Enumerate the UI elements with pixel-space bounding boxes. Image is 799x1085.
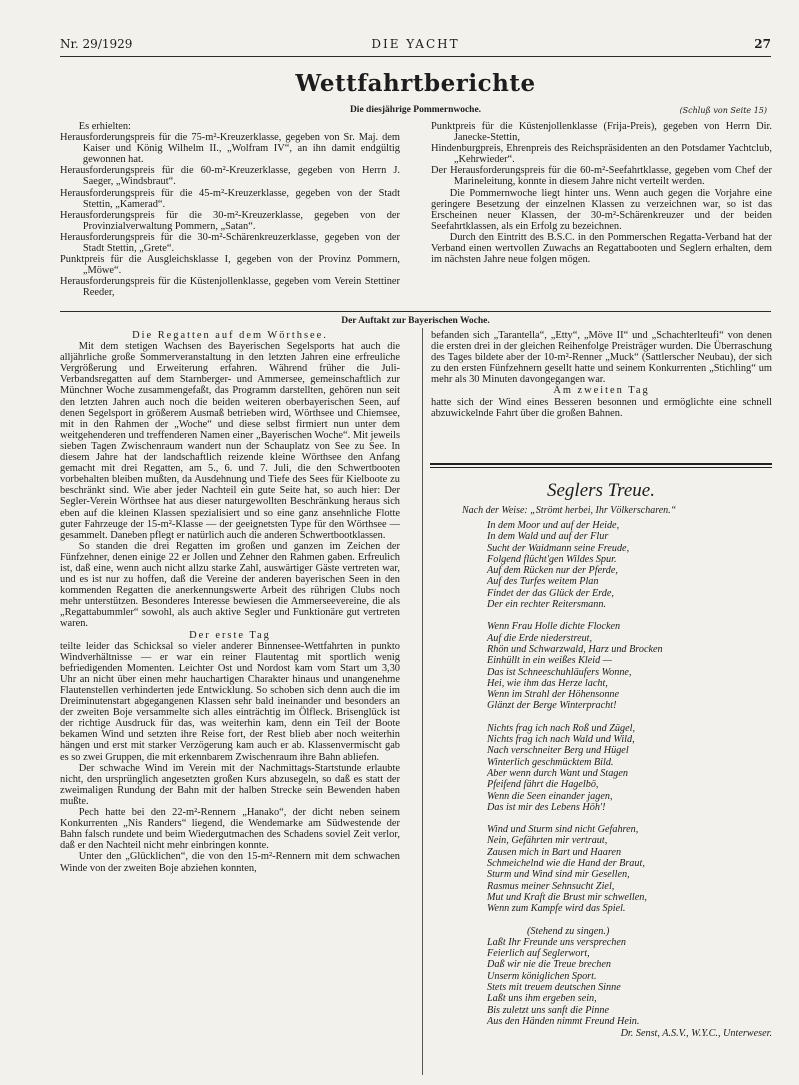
poem-line: Nach verschneiter Berg und Hügel	[487, 745, 629, 757]
poem-line: Nichts frag ich nach Wald und Wild,	[487, 734, 635, 746]
poem-line: Pfeifend fährt die Hagelbö,	[487, 779, 599, 791]
poem-line: Bis zuletzt uns sanft die Pinne	[487, 1004, 609, 1016]
section2-right-column	[431, 330, 772, 419]
header-rule	[60, 56, 771, 57]
poem-line: Wenn zum Kampfe wird das Spiel.	[487, 903, 626, 915]
awards-intro: Es erhielten:	[78, 121, 131, 132]
poem-line: Sturm und Wind sind mir Gesellen,	[487, 869, 630, 881]
poem-line: Sucht der Waidmann seine Freude,	[487, 542, 630, 554]
poem-line: Wind und Sturm sind nicht Gefahren,	[487, 824, 639, 836]
poem-line: Findet der das Glück der Erde,	[487, 587, 614, 599]
poem-body	[487, 520, 772, 1039]
paragraph: Pech hatte bei den 22-m²-Rennern „Hanako“, der dicht neben seinem Konkurrenten „Nis Randers“ liegend, die Wendemarke am Südwestende der Bahn falsch rundete und beim Wiedergutmachen des Schadens soviel Zeit verlor, daß er den Nachteil nicht mehr einbringen konnte.	[60, 807, 400, 852]
page-number: 27	[754, 37, 771, 51]
poem-stanza	[487, 723, 772, 813]
poem-line: Stets mit treuem deutschen Sinne	[487, 981, 621, 993]
poem-signature: Dr. Senst, A.S.V., W.Y.C., Unterweser.	[620, 1028, 772, 1040]
poem-line: Wenn die Seen einander jagen,	[487, 790, 613, 802]
paragraph: befanden sich „Tarantella“, „Etty“, „Möve II“ und „Schachterlteufi“ von denen die ersten drei in der gleichen Reihenfolge Preisträger wurden. Die Überraschung des Tages bildete aber der 10-m²-Renner „Muck“ (Sattlerscher Neubau), der sich zu den ersten Fünfzehnern gesellt hatte und seinem Konkurrenten „Stichling“ um mehr als 30 Minuten davongegangen war.	[431, 330, 772, 386]
page-title: Wettfahrtberichte	[295, 70, 536, 97]
poem-line: Laßt Ihr Freunde uns versprechen	[487, 936, 627, 948]
paragraph: Die Pommernwoche liegt hinter uns. Wenn auch gegen die Vorjahre eine geringere Besetzung der einzelnen Klassen zu verzeichnen war, so ist das Erscheinen neuer Klassen, der 30-m²-Schärenkreuzer und der beiden Seefahrtklassen, als ein Erfolg zu bezeichnen.	[431, 187, 772, 232]
poem-line: Wenn Frau Holle dichte Flocken	[487, 621, 621, 633]
issue-number: Nr. 29/1929	[60, 37, 133, 51]
poem-title: Seglers Treue.	[546, 480, 655, 501]
poem-line: In dem Moor und auf der Heide,	[487, 520, 620, 531]
section1-subtitle: Die diesjährige Pommernwoche.	[349, 105, 482, 115]
poem-line: Rasmus meiner Sehnsucht Ziel,	[487, 880, 615, 892]
award-item: Herausforderungspreis für die 75-m²-Kreuzerklasse, gegeben von Sr. Maj. dem Kaiser und König Wilhelm II., „Wolfram IV“, an ihn damit endgültig gewonnen hat.	[60, 132, 400, 166]
award-item: Der Herausforderungspreis für die 60-m²-Seefahrtklasse, gegeben vom Chef der Marineleitung, konnte in diesem Jahre nicht verteilt werden.	[431, 165, 772, 188]
award-item: Punktpreis für die Ausgleichsklasse I, gegeben von der Provinz Pommern, „Möwe“.	[60, 254, 400, 277]
poem-stage-direction: (Stehend zu singen.)	[527, 925, 610, 937]
poem-line: Glänzt der Berge Winterpracht!	[487, 700, 617, 712]
award-item: Herausforderungspreis für die 60-m²-Kreuzerklasse, gegeben von Herrn J. Saeger, „Windsbraut“.	[60, 165, 400, 188]
award-item: Hindenburgpreis, Ehrenpreis des Reichspräsidenten an den Potsdamer Yachtclub, „Kehrwieder“.	[431, 143, 772, 166]
poem-stanza	[487, 824, 772, 914]
continuation-note: (Schluß von Seite 15)	[679, 106, 767, 115]
poem-line: Hei, wie ihm das Herze lacht,	[487, 677, 608, 689]
subheading-erster-tag: Der erste Tag	[189, 629, 271, 641]
poem-line: Nein, Gefährten mir vertraut,	[487, 835, 608, 847]
award-item: Herausforderungspreis für die 30-m²-Kreuzerklasse, gegeben von der Provinzialverwaltung Pommern, „Satan“.	[60, 209, 400, 232]
poem-line: Folgend flücht'gen Wildes Spur.	[487, 553, 617, 565]
paragraph: Unter den „Glücklichen“, die von den 15-m²-Rennern mit dem schwachen Winde von der zweiten Boje abziehen konnten,	[60, 851, 400, 874]
poem-line: Auf die Erde niederstreut,	[487, 632, 593, 644]
poem-melody-hint: Nach der Weise: „Strömt herbei, Ihr Völkerscharen.“	[462, 505, 677, 516]
paragraph: Mit dem stetigen Wachsen des Bayerischen Segelsports hat auch die alljährliche große Sommerveranstaltung in den letzten Jahren eine erfreuliche Vergrößerung und Erweiterung erfahren. Während früher die Juli-Verbandsregatten auf dem Starnberger- und Ammersee, gemeinschaftlich zur Münchner Woche zusammengefaßt, das Programm darstellten, gehören nun seit den letzten Jahren auch noch die beiden weiteren oberbayerischen Seen, auf denen Segelsport in größerem Ausmaß betrieben wird, Wörthsee und Chiemsee, mit in den Rahmen der „Woche“ und diese selbst firmiert nun unter dem weitgehenderen und treffenderen Namen einer „Bayerischen Woche“. Mit jeweils sieben Tagen Zwischenraum wandert nun der Schauplatz von See zu See. In diesem Jahre hat der landschaftlich reizende kleine Wörthsee den Anfang gemacht mit drei Regatten, am 5., 6. und 7. Juli, die den Schwertbooten vorbehalten bleiben mußten, da Ausdehnung und Tiefe des Sees für Kielboote zu beschränkt sind. Wie aber jeder Nachteil ein gute Seite hat, so auch hier: Der Segler-Verein Wörthsee hat aus dieser naturgewollten Beschränkung heraus sich eben auf die kleinen Klassen spezialisiert und so eine ganz ansehnliche Flotte guter Fahrzeuge der 15-m²-Klasse — der geeignetsten Type für den Wörthsee — gesammelt. Daneben pflegt er natürlich auch die anderen Schwertbootklassen.	[60, 341, 400, 541]
poem-line: Das ist Schneeschuhläufers Wonne,	[487, 666, 632, 678]
subheading-regatten: Die Regatten auf dem Wörthsee.	[132, 330, 328, 341]
poem-line: Feierlich auf Seglerwort,	[487, 948, 590, 960]
paragraph: Der schwache Wind im Verein mit der Nachmittags-Startstunde erlaubte nicht, den ursprünglich angesetzten großen Kurs abzusegeln, so daß es statt der zweimaligen Rundung der Bahn mit der halben Strecke sein Bewenden haben mußte.	[60, 762, 400, 807]
poem-stanza	[487, 621, 772, 711]
poem-line: Unserm königlichen Sport.	[487, 970, 597, 982]
poem-line: Auf dem Rücken nur der Pferde,	[487, 565, 618, 577]
poem-line: Einhüllt in ein weißes Kleid —	[487, 655, 612, 667]
paragraph: hatte sich der Wind eines Besseren besonnen und ermöglichte eine schnell abzuwickelnde Fahrt über die großen Bahnen.	[431, 396, 772, 419]
column-divider	[422, 328, 423, 1075]
poem-line: Das ist mir des Lebens Höh'!	[487, 801, 606, 813]
poem-stanza	[487, 937, 772, 1027]
award-item: Punktpreis für die Küstenjollenklasse (Frija-Preis), gegeben von Herrn Dir. Janecke-Stettin,	[431, 121, 772, 144]
poem-line: Schmeichelnd wie die Hand der Braut,	[487, 858, 645, 870]
section1-right-column	[431, 121, 772, 265]
running-header	[60, 37, 771, 53]
poem-line: Aus den Händen nimmt Freund Hein.	[487, 1015, 640, 1027]
poem-line: Laßt uns ihm ergeben sein,	[487, 993, 597, 1005]
section-divider	[60, 311, 771, 312]
magazine-name: DIE YACHT	[371, 37, 460, 51]
award-item: Herausforderungspreis für die 30-m²-Schärenkreuzerklasse, gegeben von der Stadt Stettin, „Grete“.	[60, 231, 400, 255]
paragraph: teilte leider das Schicksal so vieler anderer Binnensee-Wettfahrten in punkto Windverhältnisse — er war ein reiner Flautentag mit sportlich wenig befriedigenden Momenten. Leichter Ost und Nordost kam vom Start um 3,30 Uhr an nicht über einen mehr hauchartigen Charakter hinaus und unangenehme Flautenstellen verhinderten jede Entwicklung. So schoben sich denn auch die im Dreiminutenstart abgegangenen Klassen sehr bald ineinander und besonders an der zweiten Boje versammelte sich alles einträchtig im Ölfleck. Brisenglück ist der richtige Ausdruck für das, was weiterhin kam, denn ein Teil der Boote bekamen Wind und setzten ihre Reise fort, der Rest blieb aber noch weiterhin hängen und erst mit starker Verzögerung kam auch er ab. Klassenvermischt gab es so zwei Gruppen, die mit erkennbarem Zwischenraum ihre Bahn abliefen.	[60, 640, 400, 763]
poem-line: Daß wir nie die Treue brechen	[487, 959, 612, 971]
poem-line: Rhön und Schwarzwald, Harz und Brocken	[487, 643, 663, 655]
paragraph: So standen die drei Regatten im großen und ganzen im Zeichen der Fünfzehner, denen einige 22 er Jollen und Zehner den Rahmen gaben. Erfreulich ist, daß eine, wenn auch nicht allzu starke Zahl, auswärtiger Gäste vertreten war, und es ist nur zu hoffen, daß die Vereine der anderen bayerischen Seen in den kommenden Regatten die anerkennungswerte Arbeit des rührigen Clubs noch mehr unterstützen. Besonderes Interesse bewiesen die Ammerseevereine, die als „Regattabummler“ sowohl, als auch aktive Segler und Funktionäre gut vertreten waren.	[60, 540, 400, 630]
poem-stanza	[487, 520, 772, 610]
award-item: Herausforderungspreis für die Küstenjollenklasse, gegeben vom Verein Stettiner Reeder,	[60, 276, 400, 299]
poem-line: Winterlich geschmücktem Bild.	[487, 756, 614, 768]
poem-line: Nichts frag ich nach Roß und Zügel,	[487, 722, 635, 734]
section2-subtitle: Der Auftakt zur Bayerischen Woche.	[341, 316, 490, 326]
subheading-zweiter-tag: Am zweiten Tag	[553, 385, 650, 397]
poem-top-rule	[430, 463, 772, 468]
poem-line: Wenn im Strahl der Höhensonne	[487, 689, 620, 701]
poem-line: Auf des Turfes weitem Plan	[487, 576, 599, 588]
poem-line: Mut und Kraft die Brust mir schwellen,	[487, 891, 647, 903]
poem-line: Zausen mich in Bart und Haaren	[487, 846, 622, 858]
section1-left-column	[60, 121, 400, 299]
award-item: Herausforderungspreis für die 45-m²-Kreuzerklasse, gegeben von der Stadt Stettin, „Kamerad“.	[60, 187, 400, 210]
paragraph: Durch den Eintritt des B.S.C. in den Pommerschen Regatta-Verband hat der Verband einen wertvollen Zuwachs an Regattabooten und Seglern erhalten, dem im nächsten Jahre neue folgen mögen.	[431, 231, 772, 266]
poem-line: Aber wenn durch Want und Stagen	[487, 767, 629, 779]
section2-left-column	[60, 330, 400, 874]
poem-line: Der ein rechter Reitersmann.	[487, 599, 607, 611]
poem-line: In dem Wald und auf der Flur	[487, 531, 609, 543]
